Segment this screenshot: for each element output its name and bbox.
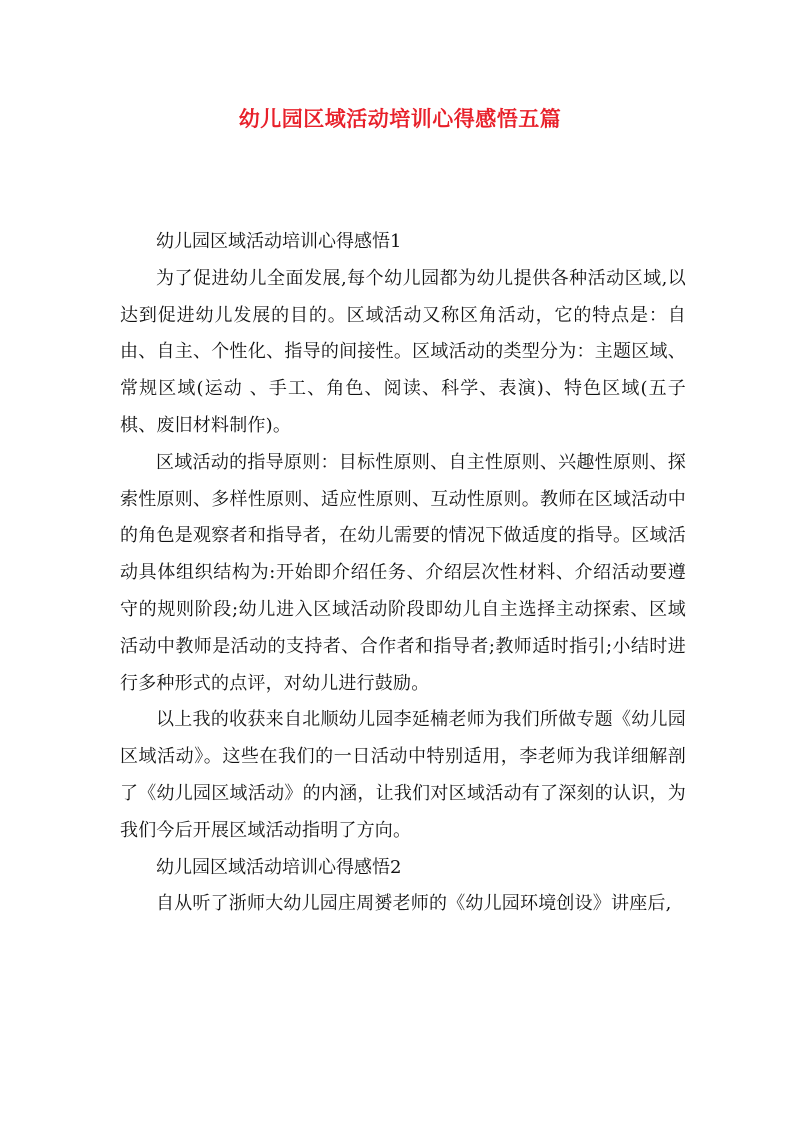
- paragraph: 自从听了浙师大幼儿园庄周赟老师的《幼儿园环境创设》讲座后,: [156, 893, 672, 915]
- document-title: 幼儿园区域活动培训心得感悟五篇: [238, 106, 562, 131]
- document-body: [120, 224, 686, 923]
- section-heading: 幼儿园区域活动培训心得感悟1: [156, 231, 402, 252]
- paragraph: 为了促进幼儿全面发展,每个幼儿园都为幼儿提供各种活动区域,以达到促进幼儿发展的目的。区域活动又称区角活动，它的特点是：自由、自主、个性化、指导的间接性。区域活动的类型分为：主题区域、常规区域(运动 、手工、角色、阅读、科学、表演)、特色区域(五子棋、废旧材料制作)。: [120, 267, 686, 436]
- paragraph: 区域活动的指导原则：目标性原则、自主性原则、兴趣性原则、探索性原则、多样性原则、适应性原则、互动性原则。教师在区域活动中的角色是观察者和指导者，在幼儿需要的情况下做适度的指导。区域活动具体组织结构为:开始即介绍任务、介绍层次性材料、介绍活动要遵守的规则阶段;幼儿进入区域活动阶段即幼儿自主选择主动探索、区域活动中教师是活动的支持者、合作者和指导者;教师适时指引;小结时进行多种形式的点评，对幼儿进行鼓励。: [120, 451, 686, 694]
- section-heading: 幼儿园区域活动培训心得感悟2: [156, 856, 402, 878]
- paragraph: 以上我的收获来自北顺幼儿园李延楠老师为我们所做专题《幼儿园区域活动》。这些在我们的一日活动中特别适用，李老师为我详细解剖了《幼儿园区域活动》的内涵，让我们对区域活动有了深刻的认识，为我们今后开展区域活动指明了方向。: [120, 709, 686, 841]
